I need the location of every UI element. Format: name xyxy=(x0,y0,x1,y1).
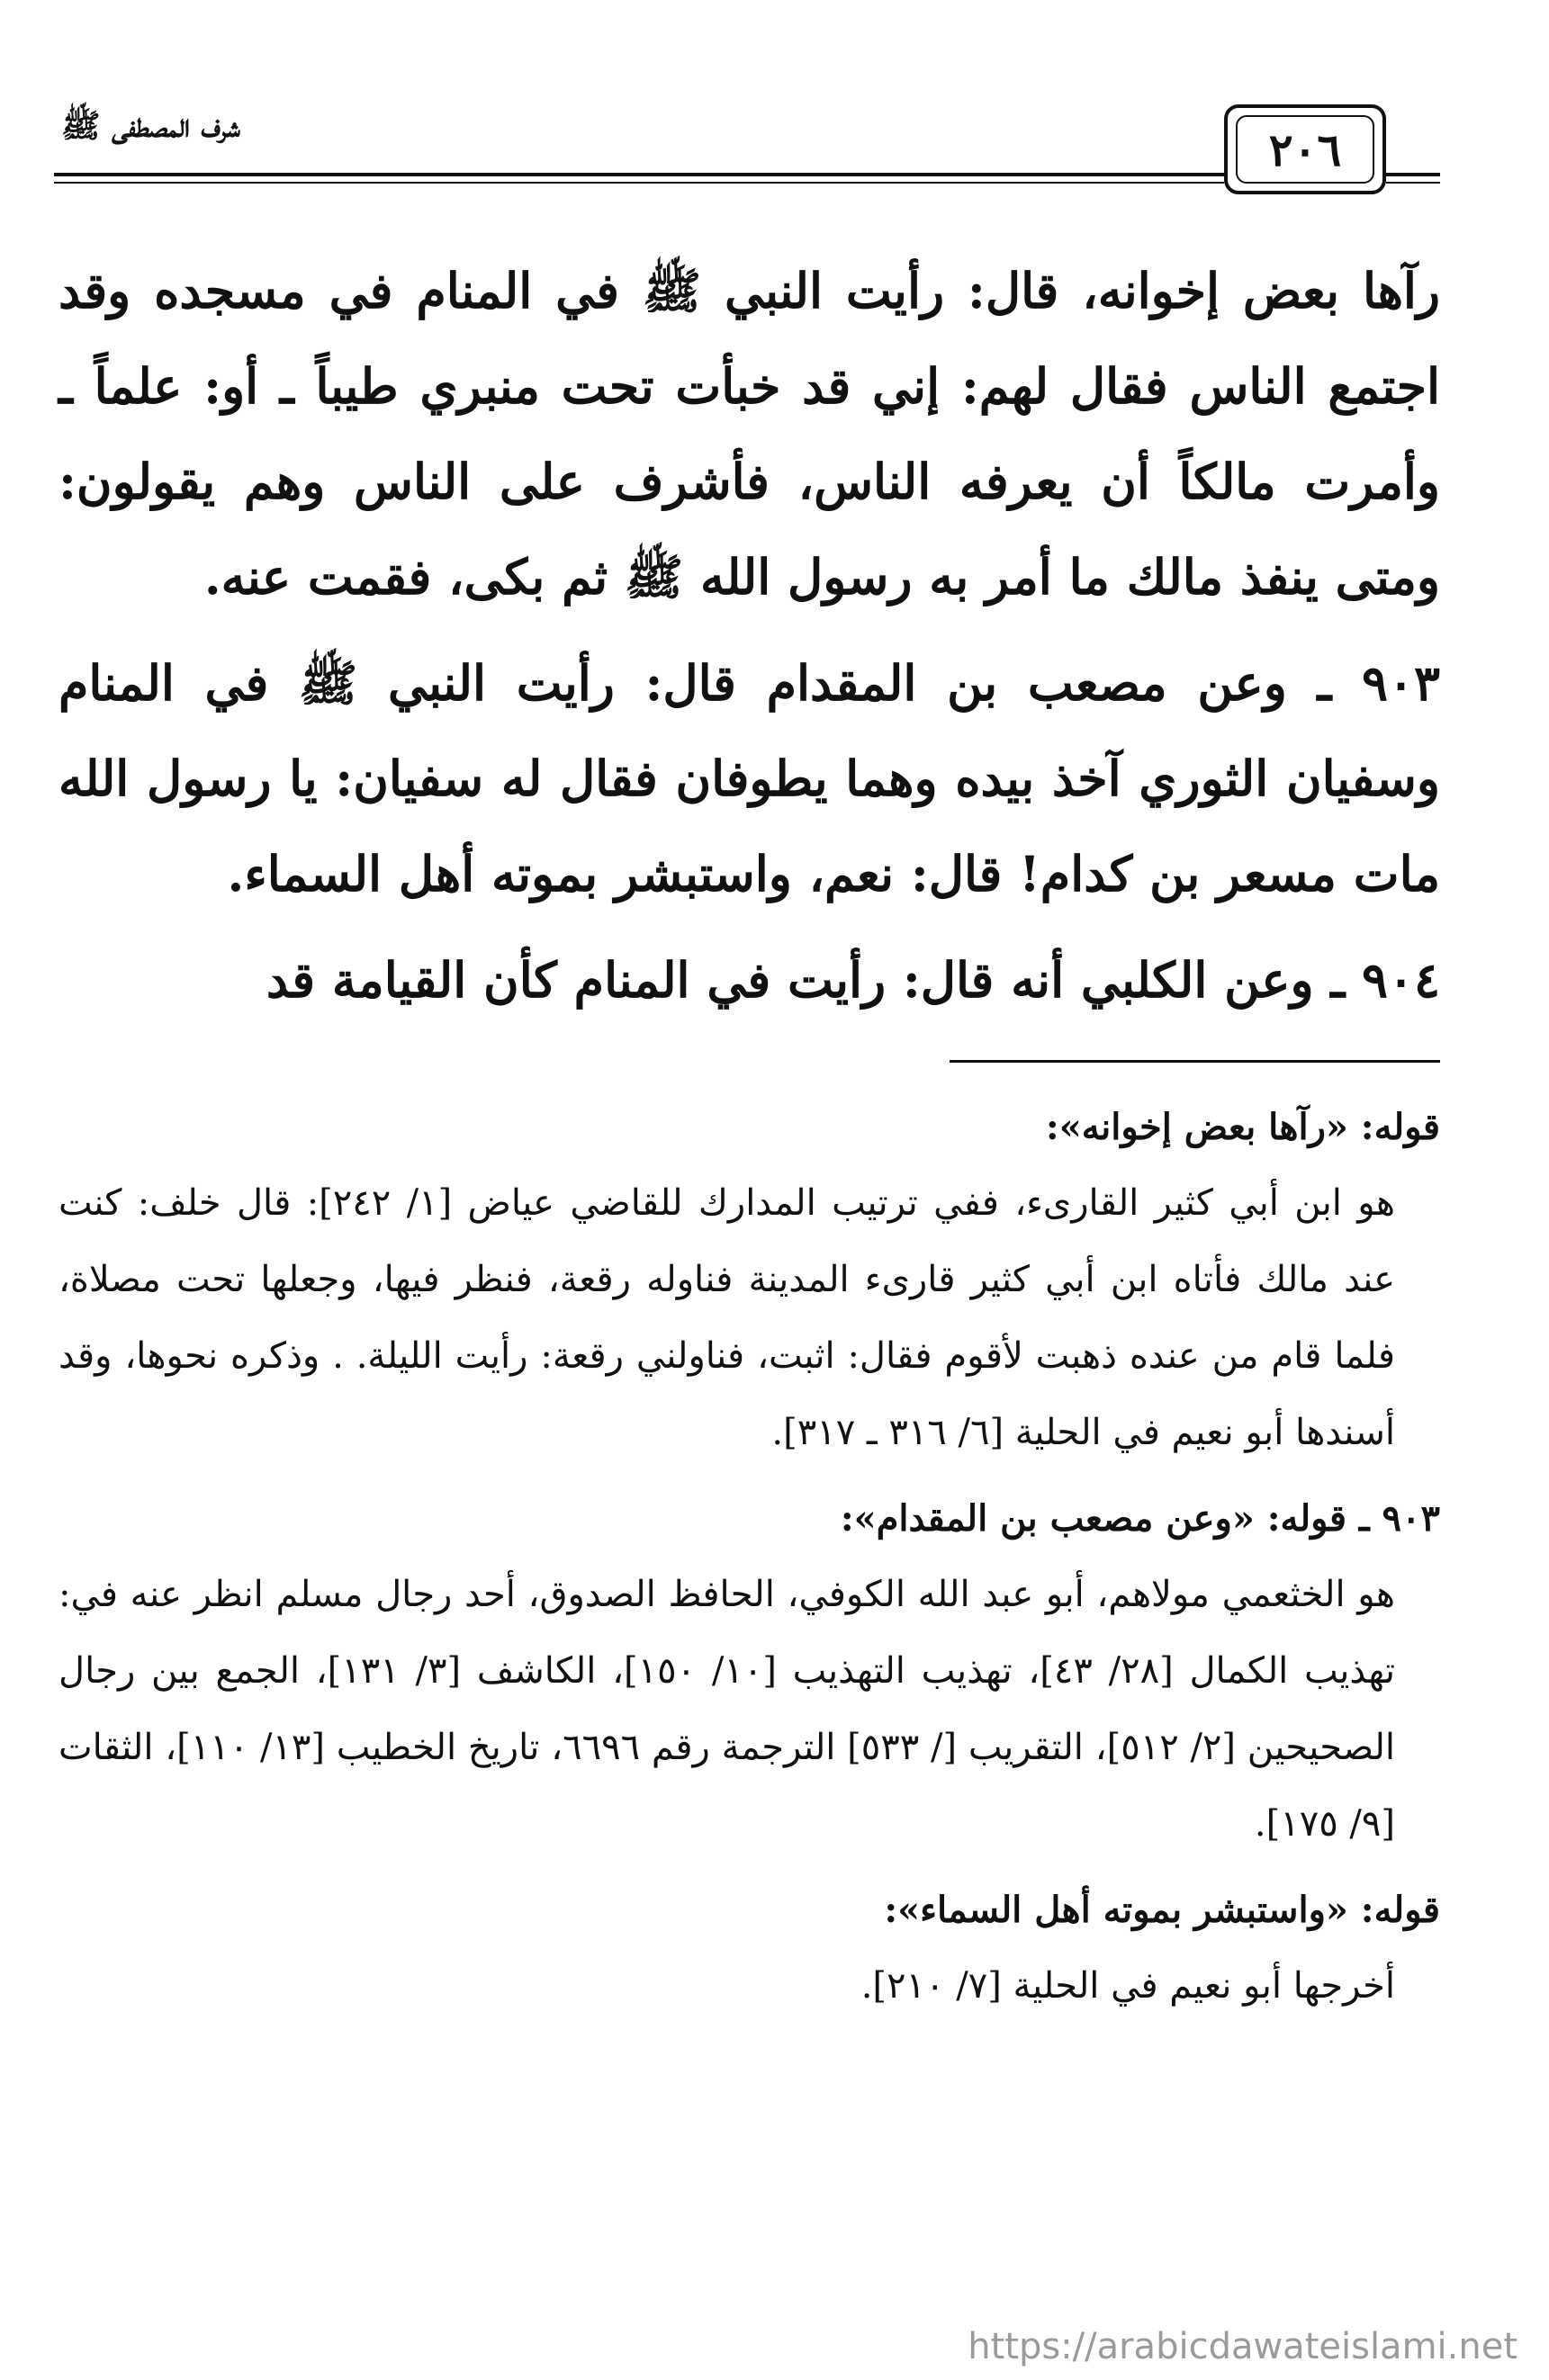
page-number-frame xyxy=(1224,104,1386,194)
page-header xyxy=(54,99,1440,198)
main-paragraph: ٩٠٣ ـ وعن مصعب بن المقدام قال: رأيت النبي ﷺ في المنام وسفيان الثوري آخذ بيده وهما يطوفان فقال له سفيان: يا رسول الله مات مسعر بن كدام! قال: نعم، واستبشر بموته أهل السماء. xyxy=(59,654,1440,903)
page-number: ٢٠٦ xyxy=(1236,115,1374,184)
commentary-note xyxy=(59,1480,1440,1863)
commentary-section xyxy=(59,1089,1440,2034)
header-rule xyxy=(54,173,1224,184)
note-body: هو ابن أبي كثير القارىء، ففي ترتيب المدارك للقاضي عياض [١/ ٢٤٢]: قال خلف: كنت عند مالك فأتاه ابن أبي كثير قارىء المدينة فناوله رقعة، فنظر فيها، وجعلها تحت مصلاة، فلما قام من عنده ذهبت لأقوم فقال: اثبت، فناولني رقعة: رأيت الليلة. . وذكره نحوها، وقد أسندها أبو نعيم في الحلية [٦/ ٣١٦ ـ ٣١٧]. xyxy=(59,1182,1396,1453)
note-heading: قوله: «واستبشر بموته أهل السماء»: xyxy=(884,1889,1440,1931)
commentary-note xyxy=(59,1872,1440,2025)
note-body: أخرجها أبو نعيم في الحلية [٧/ ٢١٠]. xyxy=(860,1965,1395,2007)
source-watermark: https://arabicdawateislami.net xyxy=(968,2326,1517,2367)
commentary-note xyxy=(59,1089,1440,1471)
note-heading: قوله: «رآها بعض إخوانه»: xyxy=(1045,1106,1440,1148)
main-text xyxy=(59,243,1440,1038)
header-rule-right xyxy=(1386,173,1440,184)
footnote-divider xyxy=(950,1060,1440,1063)
running-title: شرف المصطفى ﷺ xyxy=(61,107,240,145)
main-paragraph: ٩٠٤ ـ وعن الكلبي أنه قال: رأيت في المنام كأن القيامة قد xyxy=(266,951,1440,1009)
note-body: هو الخثعمي مولاهم، أبو عبد الله الكوفي، الحافظ الصدوق، أحد رجال مسلم انظر عنه في: تهذيب الكمال [٢٨/ ٤٣]، تهذيب التهذيب [١٠/ ١٥٠]، الكاشف [٣/ ١٣١]، الجمع بين رجال الصحيحين [٢/ ٥١٢]، التقريب [/ ٥٣٣] الترجمة رقم ٦٦٩٦، تاريخ الخطيب [١٣/ ١١٠]، الثقات [٩/ ١٧٥]. xyxy=(59,1574,1395,1845)
note-heading: ٩٠٣ ـ قوله: «وعن مصعب بن المقدام»: xyxy=(840,1497,1440,1540)
main-paragraph: رآها بعض إخوانه، قال: رأيت النبي ﷺ في المنام في مسجده وقد اجتمع الناس فقال لهم: إني قد خبأت تحت منبري طيباً ـ أو: علماً ـ وأمرت مالكاً أن يعرفه الناس، فأشرف على الناس وهم يقولون: ومتى ينفذ مالك ما أمر به رسول الله ﷺ ثم بكى، فقمت عنه. xyxy=(59,262,1440,606)
